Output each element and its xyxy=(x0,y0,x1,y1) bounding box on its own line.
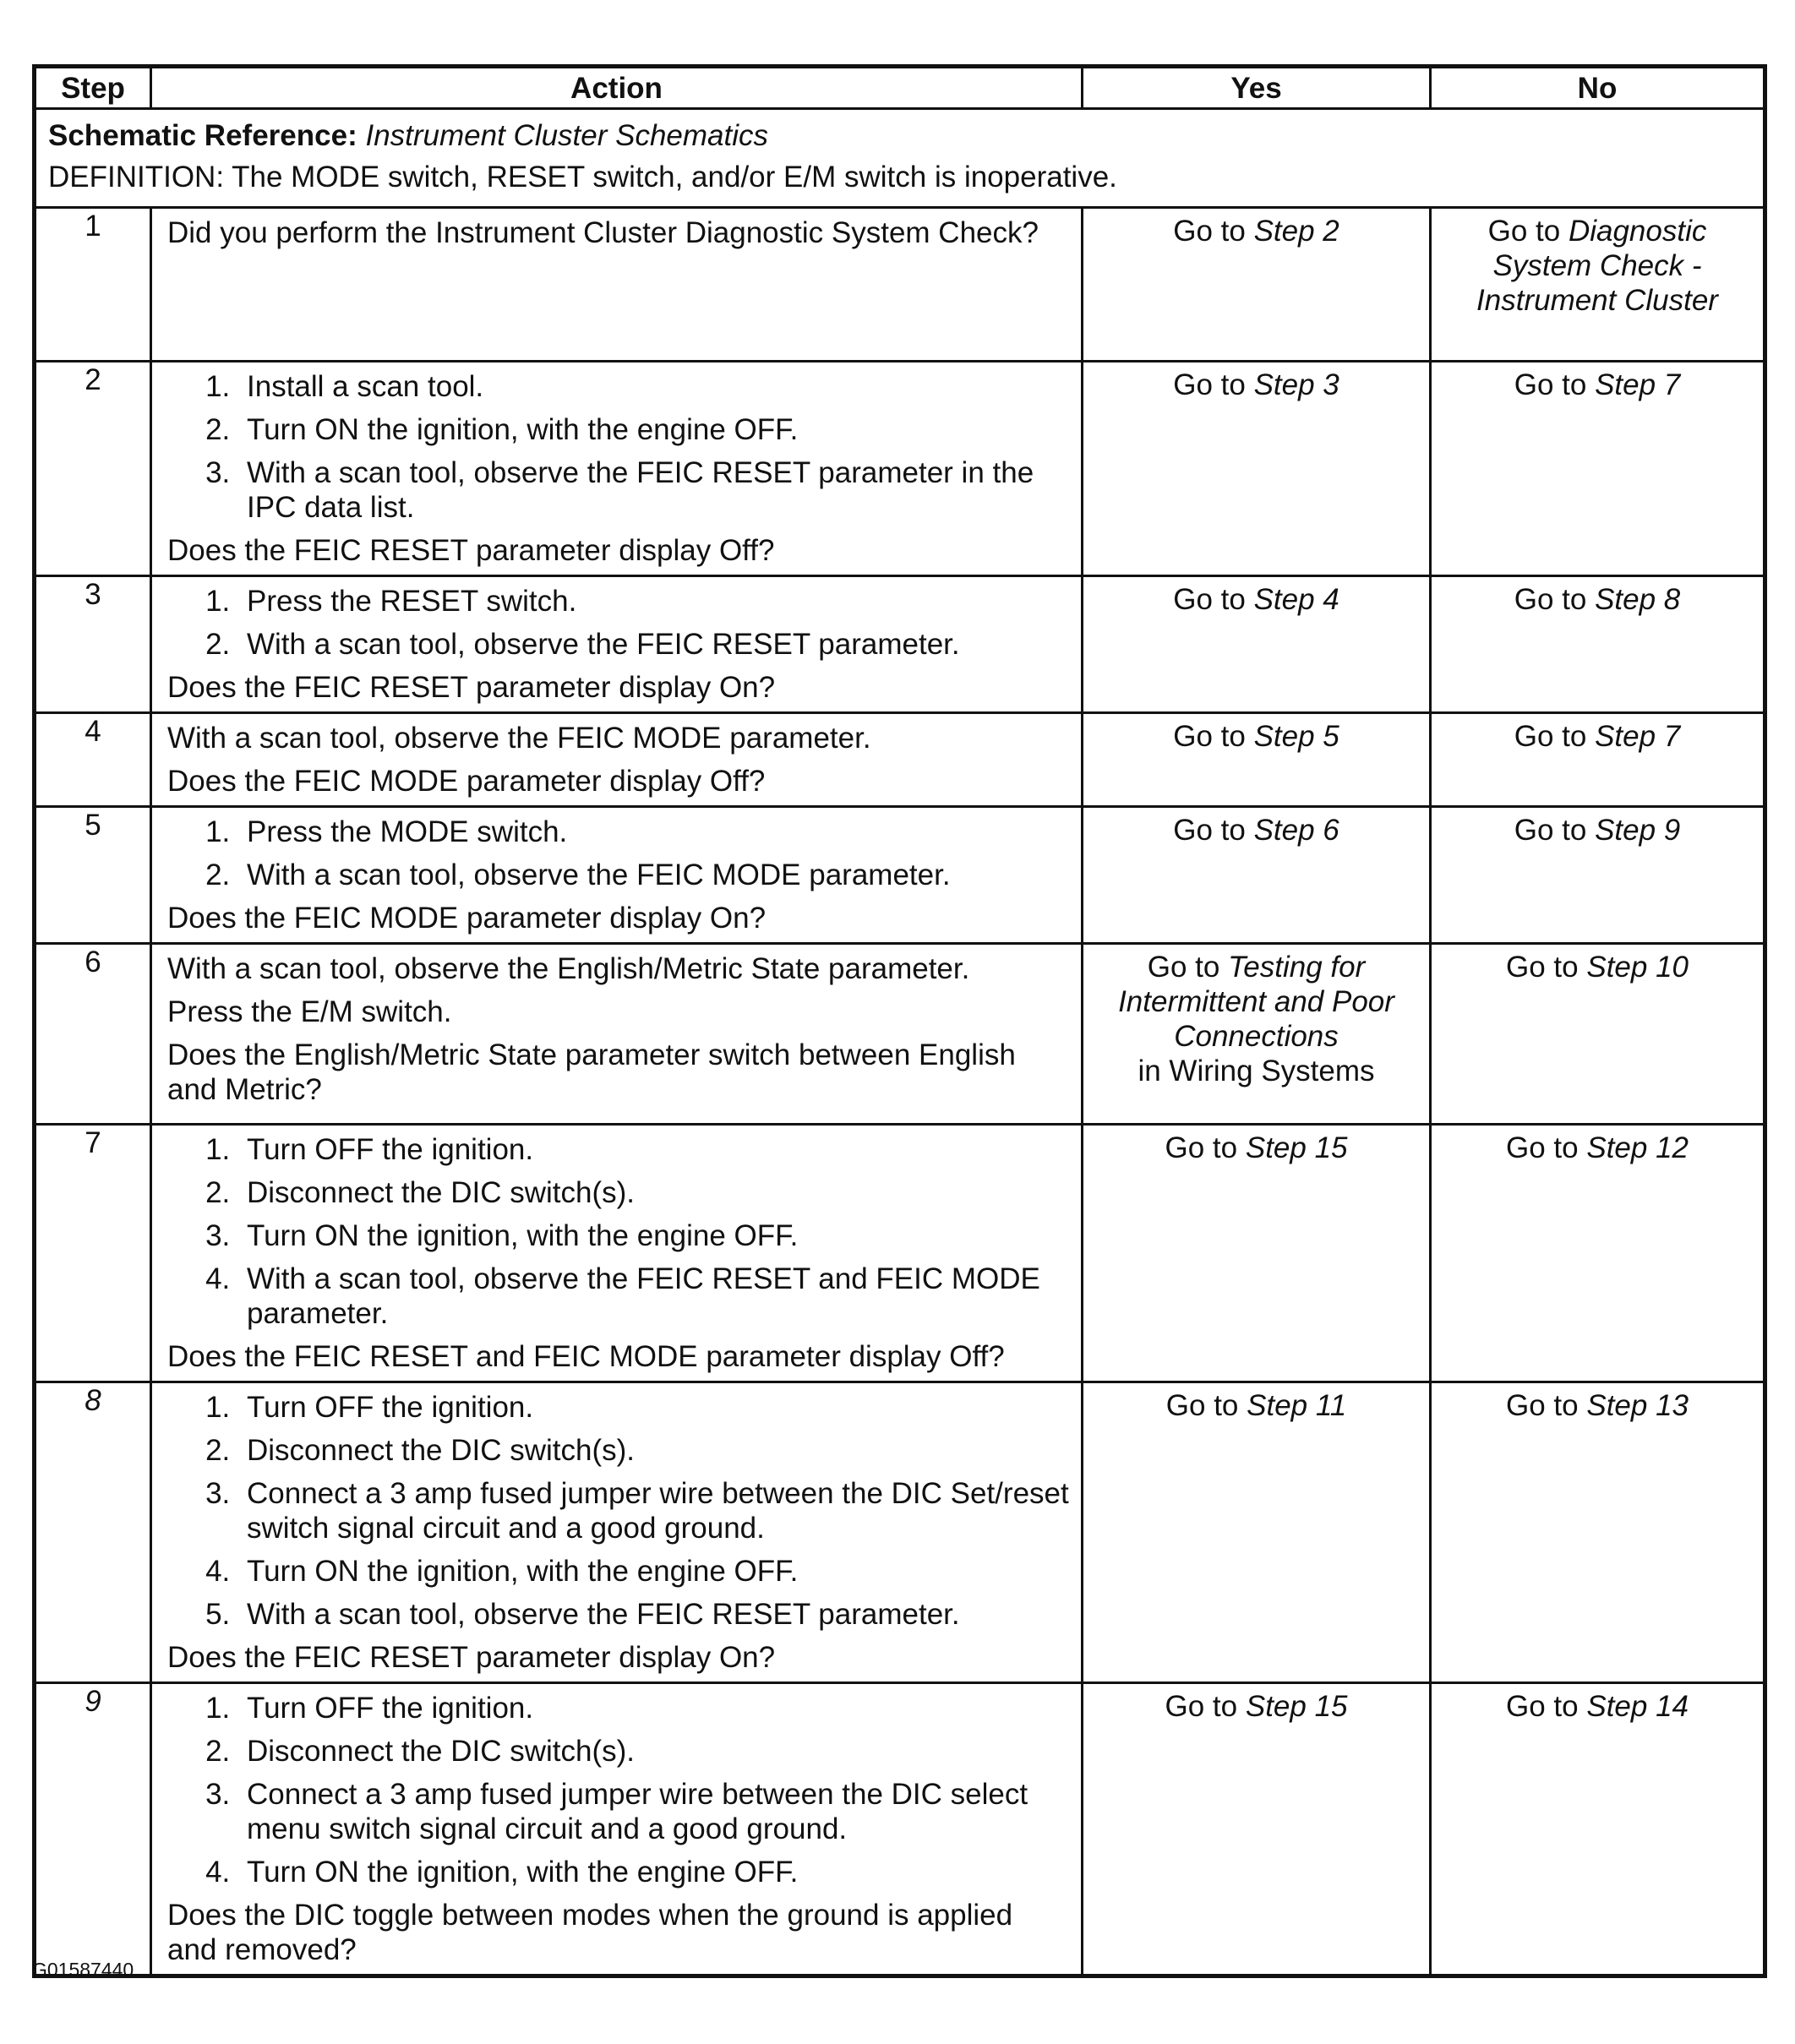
yes-cell xyxy=(1083,713,1431,807)
definition-text: DEFINITION: The MODE switch, RESET switch, and/or E/M switch is inoperative. xyxy=(48,161,1117,193)
step-number: 7 xyxy=(35,1125,151,1382)
table-row xyxy=(35,944,1765,1125)
yes-prefix: Go to xyxy=(1173,215,1246,248)
no-prefix: Go to xyxy=(1514,583,1587,616)
yes-target-link[interactable]: Testing for Intermittent and Poor Connections xyxy=(1118,951,1394,1053)
no-go-to xyxy=(1440,1689,1754,1724)
no-target-link[interactable]: Step 13 xyxy=(1586,1389,1689,1422)
action-list-item: 1. Turn OFF the ignition. xyxy=(238,1390,1069,1425)
no-cell xyxy=(1431,576,1765,713)
step-number: 5 xyxy=(35,807,151,944)
header-no: No xyxy=(1431,67,1765,109)
action-cell xyxy=(151,1125,1083,1382)
action-question: Does the FEIC RESET parameter display On? xyxy=(167,671,776,704)
action-cell xyxy=(151,713,1083,807)
action-cell xyxy=(151,807,1083,944)
action-question: Does the FEIC RESET and FEIC MODE parameter display Off? xyxy=(167,1340,1005,1373)
yes-target-link[interactable]: Step 5 xyxy=(1253,720,1339,753)
yes-target-link[interactable]: Step 11 xyxy=(1247,1389,1347,1422)
table-row xyxy=(35,1382,1765,1683)
yes-target-link[interactable]: Step 3 xyxy=(1253,368,1339,401)
yes-prefix: Go to xyxy=(1165,1131,1238,1164)
table-row xyxy=(35,807,1765,944)
no-prefix: Go to xyxy=(1514,368,1587,401)
action-list-item: 2. With a scan tool, observe the FEIC MODE parameter. xyxy=(238,858,1069,892)
action-list-item: 4. Turn ON the ignition, with the engine OFF. xyxy=(238,1855,1069,1889)
yes-target-link[interactable]: Step 15 xyxy=(1245,1131,1348,1164)
header-step: Step xyxy=(35,67,151,109)
yes-go-to xyxy=(1092,582,1421,617)
action-list-item: 3. Connect a 3 amp fused jumper wire between the DIC select menu switch signal circuit and a good ground. xyxy=(238,1777,1069,1846)
action-list-item: 1. Install a scan tool. xyxy=(238,369,1069,404)
step-number: 6 xyxy=(35,944,151,1125)
yes-target-link[interactable]: Step 15 xyxy=(1245,1690,1348,1723)
step-number: 4 xyxy=(35,713,151,807)
yes-go-to xyxy=(1092,719,1421,754)
no-target-link[interactable]: Step 8 xyxy=(1595,583,1681,616)
step-number: 8 xyxy=(35,1382,151,1683)
table-row xyxy=(35,1125,1765,1382)
action-question: Does the FEIC MODE parameter display On? xyxy=(167,902,767,935)
schematic-reference xyxy=(48,118,1751,153)
yes-go-to xyxy=(1092,1689,1421,1724)
step-number: 2 xyxy=(35,362,151,576)
yes-cell xyxy=(1083,807,1431,944)
yes-go-to xyxy=(1092,1131,1421,1165)
action-list-item: 2. Turn ON the ignition, with the engine OFF. xyxy=(238,412,1069,447)
step-number: 3 xyxy=(35,576,151,713)
action-list-item: 2. Disconnect the DIC switch(s). xyxy=(238,1433,1069,1468)
no-prefix: Go to xyxy=(1514,720,1587,753)
table-row xyxy=(35,1683,1765,1976)
yes-prefix: Go to xyxy=(1165,1690,1238,1723)
action-cell xyxy=(151,1382,1083,1683)
figure-id: G01587440 xyxy=(32,1959,134,1981)
no-target-link[interactable]: Step 14 xyxy=(1586,1690,1689,1723)
reference-cell xyxy=(35,109,1765,208)
no-go-to xyxy=(1440,813,1754,848)
table-row xyxy=(35,362,1765,576)
yes-prefix: Go to xyxy=(1165,1389,1239,1422)
no-cell xyxy=(1431,362,1765,576)
yes-target-link[interactable]: Step 6 xyxy=(1253,814,1339,847)
action-list-item: 3. With a scan tool, observe the FEIC RESET parameter in the IPC data list. xyxy=(238,455,1069,525)
action-text: Did you perform the Instrument Cluster Diagnostic System Check? xyxy=(167,216,1039,249)
no-go-to xyxy=(1440,1388,1754,1423)
no-prefix: Go to xyxy=(1506,951,1579,984)
table-body xyxy=(35,109,1765,1976)
action-list-item: 1. Turn OFF the ignition. xyxy=(238,1132,1069,1167)
diagnostic-table xyxy=(32,64,1767,1978)
action-list xyxy=(167,815,1069,892)
no-go-to xyxy=(1440,368,1754,402)
header-row xyxy=(35,67,1765,109)
header-yes: Yes xyxy=(1083,67,1431,109)
action-cell xyxy=(151,362,1083,576)
no-cell xyxy=(1431,944,1765,1125)
yes-prefix: Go to xyxy=(1147,951,1220,984)
no-go-to xyxy=(1440,582,1754,617)
action-text: With a scan tool, observe the FEIC MODE parameter. xyxy=(167,722,871,755)
yes-go-to xyxy=(1092,950,1421,1054)
action-list-item: 2. Disconnect the DIC switch(s). xyxy=(238,1175,1069,1210)
yes-go-to xyxy=(1092,368,1421,402)
no-target-link[interactable]: Step 12 xyxy=(1586,1131,1689,1164)
action-list xyxy=(167,1132,1069,1331)
action-list xyxy=(167,369,1069,525)
no-prefix: Go to xyxy=(1506,1690,1579,1723)
action-list xyxy=(167,1691,1069,1889)
no-cell xyxy=(1431,1125,1765,1382)
yes-go-to xyxy=(1092,214,1421,248)
action-list-item: 5. With a scan tool, observe the FEIC RESET parameter. xyxy=(238,1597,1069,1632)
action-list-item: 3. Connect a 3 amp fused jumper wire between the DIC Set/reset switch signal circuit and a good ground. xyxy=(238,1476,1069,1545)
table-row xyxy=(35,576,1765,713)
no-prefix: Go to xyxy=(1506,1389,1579,1422)
yes-cell xyxy=(1083,208,1431,362)
step-number: 1 xyxy=(35,208,151,362)
no-prefix: Go to xyxy=(1487,215,1561,248)
no-prefix: Go to xyxy=(1506,1131,1579,1164)
no-cell xyxy=(1431,1382,1765,1683)
no-cell xyxy=(1431,1683,1765,1976)
action-cell xyxy=(151,944,1083,1125)
yes-prefix: Go to xyxy=(1173,368,1246,401)
action-list-item: 3. Turn ON the ignition, with the engine OFF. xyxy=(238,1218,1069,1253)
no-target-link[interactable]: Step 9 xyxy=(1595,814,1681,847)
no-target-link[interactable]: Step 7 xyxy=(1595,368,1681,401)
step-number: 9 xyxy=(35,1683,151,1976)
action-cell xyxy=(151,208,1083,362)
no-prefix: Go to xyxy=(1514,814,1587,847)
table-row xyxy=(35,713,1765,807)
action-list-item: 4. With a scan tool, observe the FEIC RESET and FEIC MODE parameter. xyxy=(238,1262,1069,1331)
yes-cell xyxy=(1083,1382,1431,1683)
no-cell xyxy=(1431,807,1765,944)
no-cell xyxy=(1431,713,1765,807)
action-list-item: 2. Disconnect the DIC switch(s). xyxy=(238,1734,1069,1769)
action-text: Press the E/M switch. xyxy=(167,995,452,1028)
action-question: Does the DIC toggle between modes when the ground is applied and removed? xyxy=(167,1899,1013,1966)
schematic-reference-label: Schematic Reference: xyxy=(48,119,357,152)
yes-prefix: Go to xyxy=(1173,720,1246,753)
no-go-to xyxy=(1440,214,1754,318)
schematic-reference-link[interactable]: Instrument Cluster Schematics xyxy=(365,119,769,152)
yes-cell xyxy=(1083,362,1431,576)
action-text: With a scan tool, observe the English/Metric State parameter. xyxy=(167,952,970,985)
yes-cell xyxy=(1083,1683,1431,1976)
action-list-item: 1. Turn OFF the ignition. xyxy=(238,1691,1069,1725)
reference-row xyxy=(35,109,1765,208)
no-go-to xyxy=(1440,1131,1754,1165)
action-cell xyxy=(151,576,1083,713)
yes-cell xyxy=(1083,576,1431,713)
no-target-link[interactable]: Step 10 xyxy=(1586,951,1689,984)
yes-target-link[interactable]: Step 4 xyxy=(1253,583,1339,616)
action-question: Does the FEIC RESET parameter display Off? xyxy=(167,534,775,567)
action-question: Does the FEIC RESET parameter display On? xyxy=(167,1641,776,1674)
action-list-item: 4. Turn ON the ignition, with the engine OFF. xyxy=(238,1554,1069,1589)
yes-go-to xyxy=(1092,1388,1421,1423)
action-list-item: 2. With a scan tool, observe the FEIC RESET parameter. xyxy=(238,627,1069,662)
table-row xyxy=(35,208,1765,362)
diagnostic-table-container xyxy=(32,64,1763,1978)
yes-go-to xyxy=(1092,813,1421,848)
action-list-item: 1. Press the MODE switch. xyxy=(238,815,1069,849)
yes-prefix: Go to xyxy=(1173,583,1246,616)
action-list xyxy=(167,584,1069,662)
action-list xyxy=(167,1390,1069,1632)
action-question: Does the English/Metric State parameter switch between English and Metric? xyxy=(167,1038,1016,1106)
action-question: Does the FEIC MODE parameter display Off? xyxy=(167,765,766,798)
header-action: Action xyxy=(151,67,1083,109)
action-cell xyxy=(151,1683,1083,1976)
yes-cell xyxy=(1083,944,1431,1125)
no-target-link[interactable]: Step 7 xyxy=(1595,720,1681,753)
no-go-to xyxy=(1440,950,1754,984)
no-cell xyxy=(1431,208,1765,362)
action-list-item: 1. Press the RESET switch. xyxy=(238,584,1069,619)
yes-prefix: Go to xyxy=(1173,814,1246,847)
yes-suffix: in Wiring Systems xyxy=(1138,1055,1375,1087)
yes-target-link[interactable]: Step 2 xyxy=(1253,215,1339,248)
no-go-to xyxy=(1440,719,1754,754)
yes-cell xyxy=(1083,1125,1431,1382)
no-target-link[interactable]: Diagnostic System Check - Instrument Cluster xyxy=(1476,215,1718,317)
